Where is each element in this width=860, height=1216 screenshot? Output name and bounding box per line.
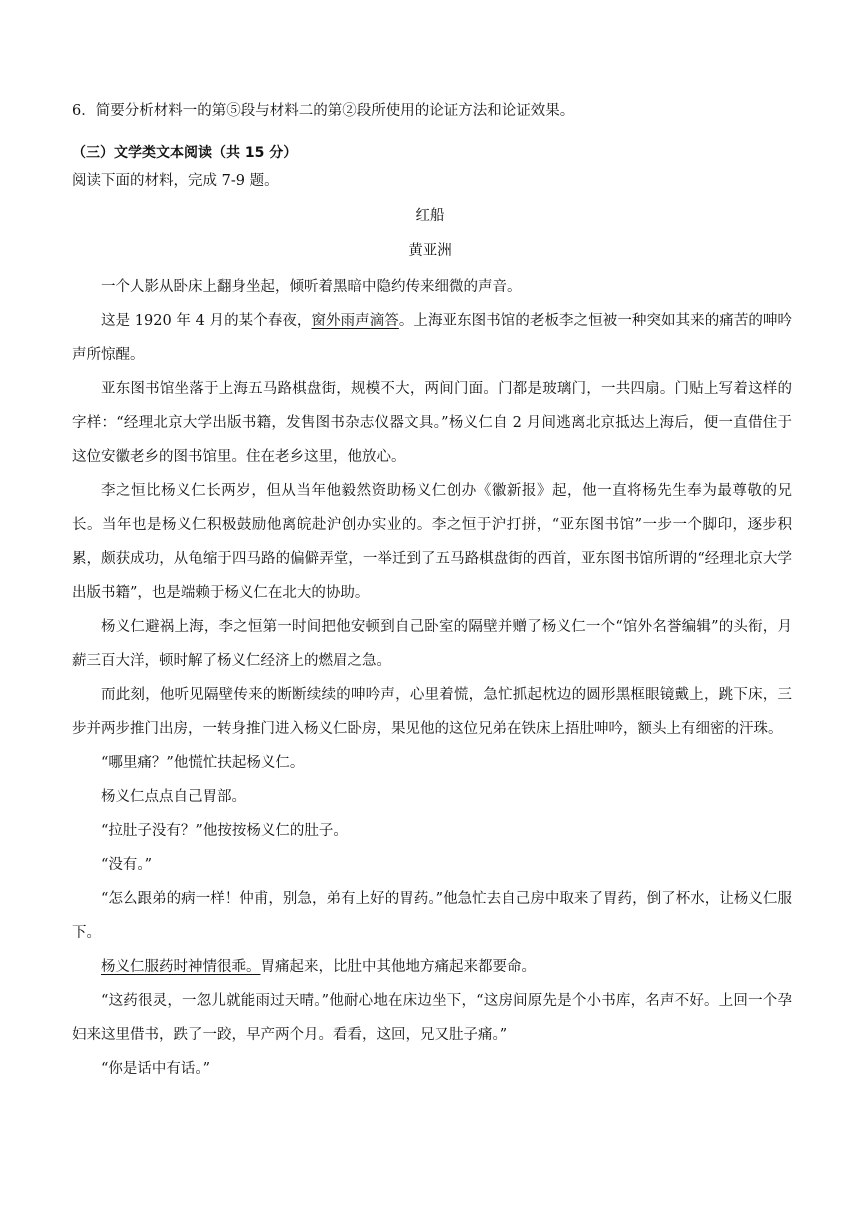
reading-instruction: 阅读下面的材料，完成 7-9 题。 xyxy=(72,173,279,189)
paragraph xyxy=(72,304,792,372)
dialogue-line: “你是话中有话。” xyxy=(101,1061,211,1077)
paragraph-text: 胃痛起来，比肚中其他地方痛起来都要命。 xyxy=(260,959,536,975)
paragraph: 杨义仁避祸上海，李之恒第一时间把他安顿到自己卧室的隔壁并赠了杨义仁一个“馆外名誉编辑”的头衔，月薪三百大洋，顿时解了杨义仁经济上的燃眉之急。 xyxy=(72,619,792,669)
dialogue-line: “这药很灵，一忽儿就能雨过天晴。”他耐心地在床边坐下，“这房间原先是个小书库，名声不好。上回一个孕妇来这里借书，跌了一跤，早产两个月。看看，这回，兄又肚子痛。” xyxy=(72,993,792,1043)
paragraph: 李之恒比杨义仁长两岁，但从当年他毅然资助杨义仁创办《徽新报》起，他一直将杨先生奉为最尊敬的兄长。当年也是杨义仁积极鼓励他离皖赴沪创办实业的。李之恒于沪打拼，“亚东图书馆”一步一个脚印，逐步积累，颇获成功，从龟缩于四马路的偏僻弄堂，一举迁到了五马路棋盘街的西首，亚东图书馆所谓的“经理北京大学出版书籍”，也是端赖于杨义仁在北大的协助。 xyxy=(72,483,792,601)
underlined-phrase: 窗外雨声滴答 xyxy=(311,313,399,329)
paragraph xyxy=(72,950,792,984)
paragraph: 亚东图书馆坐落于上海五马路棋盘街，规模不大，两间门面。门都是玻璃门，一共四扇。门贴上写着这样的字样：“经理北京大学出版书籍，发售图书杂志仪器文具。”杨义仁自 2 月间逃离北京抵达上海后，便一直借住于这位安徽老乡的图书馆里。住在老乡这里，他放心。 xyxy=(72,381,792,465)
paragraph-text: 这是 1920 年 4 月的某个春夜， xyxy=(101,313,312,329)
story-body xyxy=(72,270,792,1086)
section-heading: （三）文学类文本阅读（共 15 分） xyxy=(72,145,298,161)
paragraph: 杨义仁点点自己胃部。 xyxy=(101,789,246,805)
underlined-phrase: 杨义仁服药时神情很乖。 xyxy=(101,959,261,975)
dialogue-line: “怎么跟弟的病一样！仲甫，别急，弟有上好的胃药。”他急忙去自己房中取来了胃药，倒了杯水，让杨义仁服下。 xyxy=(72,891,792,941)
question-6: 6．简要分析材料一的第⑤段与材料二的第②段所使用的论证方法和论证效果。 xyxy=(72,103,575,119)
paragraph: 而此刻，他听见隔壁传来的断断续续的呻吟声，心里着慌，急忙抓起枕边的圆形黑框眼镜戴上，跳下床，三步并两步推门出房，一转身推门进入杨义仁卧房，果见他的这位兄弟在铁床上捂肚呻吟，额头上有细密的汗珠。 xyxy=(72,687,792,737)
dialogue-line: “没有。” xyxy=(101,857,153,873)
dialogue-line: “哪里痛？”他慌忙扶起杨义仁。 xyxy=(101,755,305,771)
story-author: 黄亚洲 xyxy=(408,243,452,259)
dialogue-line: “拉肚子没有？”他按按杨义仁的肚子。 xyxy=(101,823,348,839)
paragraph: 一个人影从卧床上翻身坐起，倾听着黑暗中隐约传来细微的声音。 xyxy=(101,279,522,295)
story-title: 红船 xyxy=(415,208,445,224)
paragraph-text: 。上海亚东图书馆的老板李之恒被一种突如其来的痛苦的呻吟声所惊醒。 xyxy=(72,313,793,363)
